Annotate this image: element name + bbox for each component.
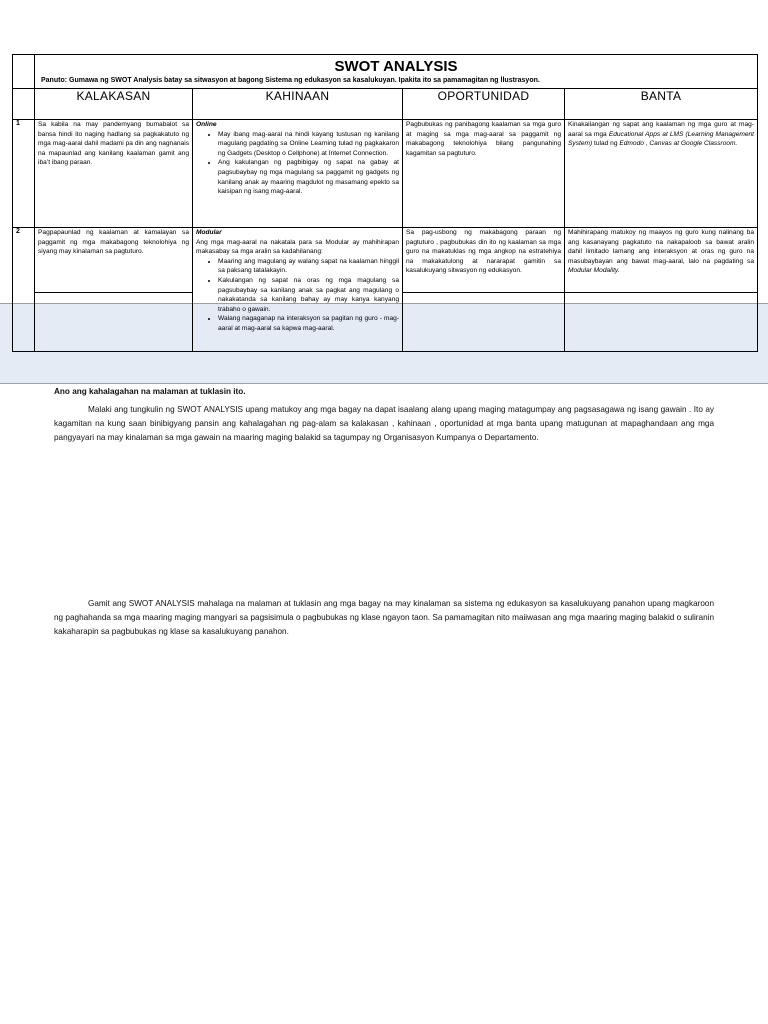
empty-cell xyxy=(403,293,565,352)
banta-cell xyxy=(565,120,758,228)
kahinaan-cell xyxy=(193,120,403,228)
corner-cell xyxy=(13,89,35,120)
paragraph xyxy=(54,403,714,445)
list-item: • Ang kakulangan ng pagbibigay ng sapat na gabay at pagsubaybay ng mga magulang sa paggamit ng gadgets ng kanilang anak ay maaring magdulot ng masamang epekto sa kaisipan ng isang mag-aaral. xyxy=(218,158,399,196)
table-row xyxy=(13,120,758,228)
empty-cell xyxy=(565,293,758,352)
banta-text: Mahihirapang matukoy ng maayos ng guro kung nalinang ba ang kasanayang pagkatuto na nakapaloob sa bawat aralin dahil limitado lamang ang interaksyon at oras ng guro na masubaybayan ang bawat mag-aaral, lalo na pagdating sa xyxy=(568,229,755,265)
oportunidad-cell: Sa pag-usbong ng makabagong paraan ng pagtuturo , pagbubukas din ito ng kaalaman sa mga guro na makatuklas ng mga angkop na estratehiya na makakatulong at nararapat gamitin sa kasalukuyang sitwasyon ng edukasyon. xyxy=(403,228,565,293)
paragraph-text: mahalaga na malaman at tuklasin ang mga bagay na may kinalaman sa sistema ng edukasyon sa kasalukuyang panahon upang magkaroon ng paghahanda sa mga maaring maging mangyari sa pagsisimula o pagbubukas ng klase ngayon taon. Sa pamamagitan nito maiiwasan ang mga maaring maging balakid o suliranin kakaharapin sa pagbubukas ng klase sa kasalukuyang panahon. xyxy=(54,599,715,636)
banta-text: Kinakailangan ng sapat ang kaalaman ng mga guro at mag-aaral sa mga xyxy=(568,121,755,138)
corner-cell xyxy=(13,55,35,89)
paragraph-emphasis: SWOT ANALYSIS xyxy=(128,599,195,608)
swot-table xyxy=(12,54,758,352)
kahinaan-subhead: Online xyxy=(196,121,217,128)
kalakasan-cell: Pagpapaunlad ng kaalaman at kamalayan sa paggamit ng mga makabagong teknolohiya ng siyang may kinalaman sa pagtuturo. xyxy=(35,228,193,293)
row-number: 2 xyxy=(13,228,35,352)
oportunidad-cell: Pagbubukas ng panibagong kaalaman sa mga guro at maging sa mga mag-aaral sa paggamit ng makabagong teknolohiya bilang pangunahing kagamitan sa pagtuturo. xyxy=(403,120,565,228)
paragraph-emphasis: SWOT ANALYSIS xyxy=(177,405,243,414)
kalakasan-cell: Sa kabila na may pandemyang bumabalot sa bansa hindi ito naging hadlang sa pagkakatuto ng mga mag-aaral dahil madami pa din ang nagnanais na mapaunlad ang kanilang kaalaman gamit ang iba’t ibang paraan. xyxy=(35,120,193,228)
document-title: SWOT ANALYSIS xyxy=(334,58,458,75)
header-kalakasan: KALAKASAN xyxy=(35,89,193,120)
kahinaan-intro: Ang mga mag-aaral na nakatala para sa Modular ay mahihirapan makasabay sa mga aralin sa kadahilanang: xyxy=(196,238,399,256)
banta-italic-text: Edmodo , Canvas at Google Classroom. xyxy=(619,140,738,148)
paragraph-text: upang matukoy ang mga bagay na dapat isaalang alang upang maging matagumpay ang pagsasagawa ng isang gawain . Ito ay kagamitan na kung saan binibigyang pansin ang kahalagahan ng pag-alam sa kalakasan , kahinaan , oportunidad at mga banta upang matugunan at mapaghandaan ang mga pangyayari na may kinalaman sa mga gawain na maaring maging balakid sa tagumpay ng Organisasyon Kumpanya o Departamento. xyxy=(54,405,714,442)
paragraph-text: Gamit ang xyxy=(88,599,129,608)
banta-italic-text: Modular Modality. xyxy=(568,267,620,275)
kahinaan-list xyxy=(196,130,399,197)
table-row xyxy=(13,228,758,293)
list-item: • Walang nagaganap na interaksyon sa pagitan ng guro - mag-aaral at mag-aaral sa kapwa mag-aaral. xyxy=(218,314,399,333)
list-item: • Maaring ang magulang ay walang sapat na kaalaman hinggil sa paksang tatalakayin. xyxy=(218,257,399,276)
banta-text: tulad ng xyxy=(594,140,618,148)
row-number: 1 xyxy=(13,120,35,228)
banta-cell xyxy=(565,228,758,293)
kahinaan-subhead: Modular xyxy=(196,229,222,236)
header-banta: BANTA xyxy=(565,89,758,120)
instructions: Panuto: Gumawa ng SWOT Analysis batay sa sitwasyon at bagong Sistema ng edukasyon sa kasalukuyan. Ipakita ito sa pamamagitan ng llustrasyon. xyxy=(41,77,540,84)
header-kahinaan: KAHINAAN xyxy=(193,89,403,120)
banta-italic-text: Educational Apps at LMS (Learning Management System) xyxy=(568,130,755,148)
empty-cell xyxy=(35,293,193,352)
paragraph-text: Malaki ang tungkulin ng xyxy=(88,405,178,414)
header-oportunidad: OPORTUNIDAD xyxy=(403,89,565,120)
list-item: • Kakulangan ng sapat na oras ng mga magulang sa pagsubaybay sa kanilang anak sa pagkat ang magulang o nakakatanda sa kanilang bahay ay may kanya kanyang trabaho o gawain. xyxy=(218,276,399,314)
list-item: • May ibang mag-aaral na hindi kayang tustusan ng kanilang magulang pagdating sa Online Learning tulad ng pagkakaron ng Gadgets (Desktop o Cellphone) at Internet Connection. xyxy=(218,130,399,159)
title-cell xyxy=(35,55,758,89)
question-heading: Ano ang kahalagahan na malaman at tuklasin ito. xyxy=(54,387,246,396)
kahinaan-list xyxy=(196,257,399,334)
kahinaan-cell xyxy=(193,228,403,352)
paragraph xyxy=(54,597,714,639)
